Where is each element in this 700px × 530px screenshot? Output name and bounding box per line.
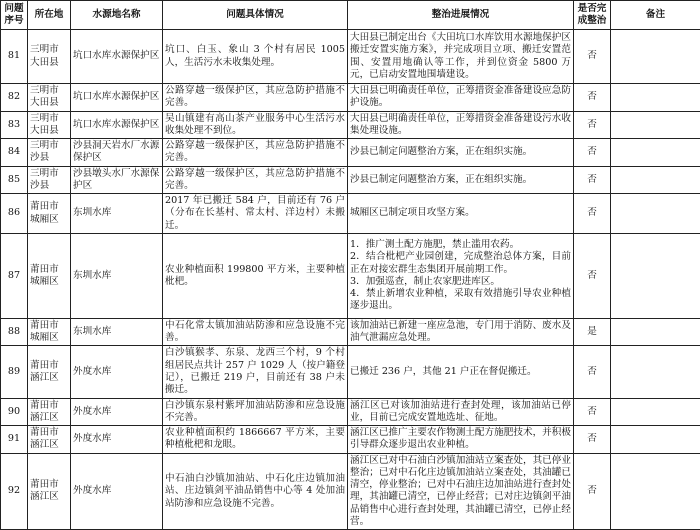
row-done: 否 <box>574 84 611 112</box>
row-location: 三明市大田县 <box>28 111 71 139</box>
row-progress <box>348 398 574 426</box>
table-row <box>1 426 700 454</box>
row-issue: 中石油白沙镇加油站、中石化庄边镇加油站、庄边镇剑平油品销售中心等 4 处加油站防渗和应急设施不完善。 <box>163 453 348 530</box>
table-row <box>1 346 700 398</box>
row-progress <box>348 426 574 454</box>
progress-line: 大田县已制定出台《大田坑口水库饮用水源地保护区搬迁安置实施方案》，并完成项目立项、搬迁安置范围、安置用地确认等工作，并到位资金 5800 万元，已启动安置地围墙建设。 <box>350 32 571 81</box>
row-remark <box>611 194 700 234</box>
header-location: 所在地 <box>28 1 71 30</box>
row-location: 莆田市涵江区 <box>28 426 71 454</box>
progress-line: 大田县已明确责任单位，正筹措资金准备建设应急防护设施。 <box>350 85 571 110</box>
table-row <box>1 84 700 112</box>
row-done: 否 <box>574 346 611 398</box>
row-progress <box>348 30 574 84</box>
row-done: 否 <box>574 453 611 530</box>
progress-line: 1．推广测土配方施肥，禁止滥用农药。 <box>350 239 571 251</box>
row-issue: 农业种植面积 199800 平方米，主要种植枇杷。 <box>163 233 348 318</box>
row-source: 坑口水库水源保护区 <box>71 84 163 112</box>
row-no: 86 <box>1 194 28 234</box>
row-done: 是 <box>574 318 611 346</box>
row-done: 否 <box>574 398 611 426</box>
progress-line: 已搬迁 236 户，其他 21 户正在督促搬迁。 <box>350 366 571 378</box>
table-row <box>1 398 700 426</box>
row-done: 否 <box>574 111 611 139</box>
row-location: 莆田市涵江区 <box>28 453 71 530</box>
progress-line: 涵江区已对该加油站进行查封处理，该加油站已停业，目前已完成安置地选址、征地。 <box>350 400 571 425</box>
row-location: 三明市大田县 <box>28 84 71 112</box>
row-remark <box>611 111 700 139</box>
row-remark <box>611 453 700 530</box>
header-source: 水源地名称 <box>71 1 163 30</box>
row-remark <box>611 426 700 454</box>
table-row <box>1 166 700 194</box>
row-issue: 公路穿越一级保护区，其应急防护措施不完善。 <box>163 166 348 194</box>
row-issue: 公路穿越一级保护区，其应急防护措施不完善。 <box>163 139 348 167</box>
row-remark <box>611 346 700 398</box>
row-issue: 公路穿越一级保护区，其应急防护措施不完善。 <box>163 84 348 112</box>
row-location: 莆田市涵江区 <box>28 346 71 398</box>
row-progress <box>348 453 574 530</box>
row-no: 84 <box>1 139 28 167</box>
row-done: 否 <box>574 426 611 454</box>
header-done: 是否完成整治 <box>574 1 611 30</box>
row-no: 85 <box>1 166 28 194</box>
row-source: 坑口水库水源保护区 <box>71 111 163 139</box>
row-remark <box>611 30 700 84</box>
row-issue: 白沙镇猴孝、东泉、龙西三个村，9 个村组居民点共计 257 户 1029 人（按户籍登记），已搬迁 219 户，目前还有 38 户未搬迁。 <box>163 346 348 398</box>
row-source: 坑口水库水源保护区 <box>71 30 163 84</box>
table-row <box>1 139 700 167</box>
table-row <box>1 111 700 139</box>
row-location: 莆田市城厢区 <box>28 233 71 318</box>
row-progress <box>348 233 574 318</box>
progress-line: 沙县已制定问题整治方案，正在组织实施。 <box>350 174 571 186</box>
row-source: 外度水库 <box>71 398 163 426</box>
row-source: 沙县墩头水厂水源保护区 <box>71 166 163 194</box>
row-done: 否 <box>574 139 611 167</box>
header-no: 问题序号 <box>1 1 28 30</box>
row-progress <box>348 139 574 167</box>
row-issue: 白沙镇东泉村紫坪加油站防渗和应急设施不完善。 <box>163 398 348 426</box>
row-source: 东圳水库 <box>71 233 163 318</box>
row-progress <box>348 84 574 112</box>
row-remark <box>611 233 700 318</box>
table-row <box>1 30 700 84</box>
row-issue: 坑口、白玉、象山 3 个村有居民 1005 人，生活污水未收集处理。 <box>163 30 348 84</box>
row-source: 外度水库 <box>71 346 163 398</box>
progress-line: 涵江区已对中石油白沙镇加油站立案查处，其已停业整治；已对中石化庄边镇加油站立案查处，其油罐已清空，停业整治；已对中石油庄边加油站进行查封处理，其油罐已清空，已停止经营；已对庄边镇剑平油品销售中心进行查封处理，其油罐已清空，已停止经营。 <box>350 455 571 529</box>
row-remark <box>611 398 700 426</box>
row-source: 东圳水库 <box>71 194 163 234</box>
row-remark <box>611 84 700 112</box>
row-location: 莆田市城厢区 <box>28 318 71 346</box>
row-issue: 2017 年已搬迁 584 户，目前还有 76 户（分布在长基村、常太村、洋边村）未搬迁。 <box>163 194 348 234</box>
row-progress <box>348 194 574 234</box>
row-no: 83 <box>1 111 28 139</box>
header-progress: 整治进展情况 <box>348 1 574 30</box>
row-done: 否 <box>574 30 611 84</box>
table-body <box>1 30 700 530</box>
row-source: 外度水库 <box>71 426 163 454</box>
row-done: 否 <box>574 166 611 194</box>
row-location: 三明市沙县 <box>28 139 71 167</box>
row-no: 91 <box>1 426 28 454</box>
progress-line: 2．结合枇杷产业园创建，完成整治总体方案，目前正在对接宏群生态集团开展前期工作。 <box>350 251 571 276</box>
row-no: 90 <box>1 398 28 426</box>
header-row <box>1 1 700 30</box>
row-no: 81 <box>1 30 28 84</box>
row-source: 外度水库 <box>71 453 163 530</box>
row-issue: 农业种植面积约 1866667 平方米，主要种植枇杷和龙眼。 <box>163 426 348 454</box>
row-remark <box>611 139 700 167</box>
progress-line: 3．加强巡查，制止农家肥进库区。 <box>350 276 571 288</box>
row-source: 东圳水库 <box>71 318 163 346</box>
row-done: 否 <box>574 233 611 318</box>
row-progress <box>348 111 574 139</box>
progress-line: 城厢区已制定项目攻坚方案。 <box>350 207 571 219</box>
row-issue: 中石化常太镇加油站防渗和应急设施不完善。 <box>163 318 348 346</box>
row-progress <box>348 166 574 194</box>
table-row <box>1 194 700 234</box>
row-no: 92 <box>1 453 28 530</box>
table-row <box>1 233 700 318</box>
row-remark <box>611 166 700 194</box>
row-progress <box>348 346 574 398</box>
progress-line: 大田县已明确责任单位，正筹措资金准备建设污水收集处理设施。 <box>350 113 571 138</box>
table-row <box>1 453 700 530</box>
row-location: 三明市大田县 <box>28 30 71 84</box>
row-location: 三明市沙县 <box>28 166 71 194</box>
row-location: 莆田市城厢区 <box>28 194 71 234</box>
row-issue: 吴山镇建有高山茶产业服务中心生活污水收集处理不到位。 <box>163 111 348 139</box>
header-remark: 备注 <box>611 1 700 30</box>
row-no: 89 <box>1 346 28 398</box>
row-no: 87 <box>1 233 28 318</box>
progress-line: 沙县已制定问题整治方案，正在组织实施。 <box>350 146 571 158</box>
row-no: 82 <box>1 84 28 112</box>
row-source: 沙县洞天岩水厂水源保护区 <box>71 139 163 167</box>
progress-line: 该加油站已新建一座应急池，专门用于消防、废水及油气泄漏应急处理。 <box>350 320 571 345</box>
header-issue: 问题具体情况 <box>163 1 348 30</box>
progress-line: 涵江区已推广主要农作物测土配方施肥技术，并积极引导群众逐步退出农业种植。 <box>350 427 571 452</box>
row-progress <box>348 318 574 346</box>
row-location: 莆田市涵江区 <box>28 398 71 426</box>
row-remark <box>611 318 700 346</box>
row-no: 88 <box>1 318 28 346</box>
row-done: 否 <box>574 194 611 234</box>
table-row <box>1 318 700 346</box>
progress-line: 4．禁止新增农业种植，采取有效措施引导农业种植逐步退出。 <box>350 288 571 313</box>
